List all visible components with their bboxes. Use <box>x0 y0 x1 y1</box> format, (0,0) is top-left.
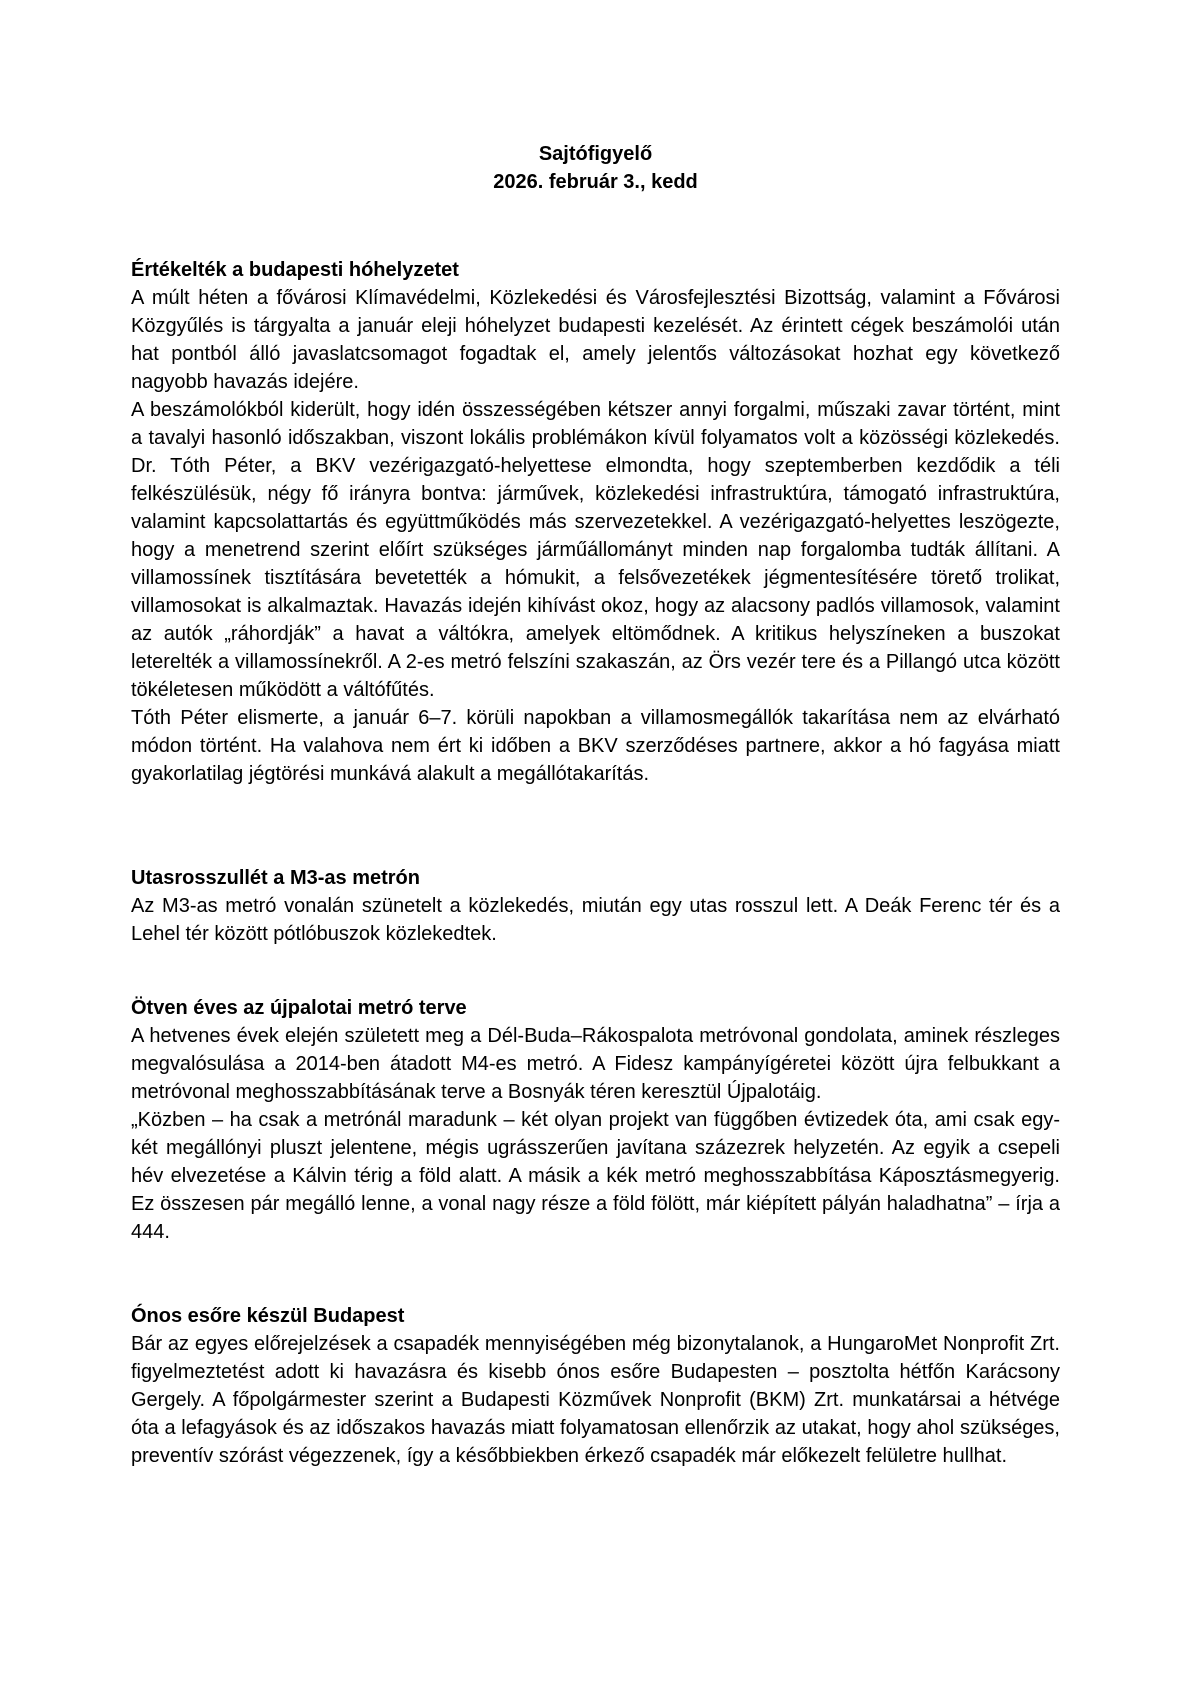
paragraph: A beszámolókból kiderült, hogy idén összességében kétszer annyi forgalmi, műszaki zavar történt, mint a tavalyi hasonló időszakban, viszont lokális problémákon kívül folyamatos volt a közösségi közlekedés. Dr. Tóth Péter, a BKV vezérigazgató-helyettese elmondta, hogy szeptemberben kezdődik a téli felkészülésük, négy fő irányra bontva: járművek, közlekedési infrastruktúra, támogató infrastruktúra, valamint kapcsolattartás és együttműködés más szervezetekkel. A vezérigazgató-helyettes leszögezte, hogy a menetrend szerint előírt szükséges járműállományt minden nap forgalomba tudták állítani. A villamossínek tisztítására bevetették a hómukit, a felsővezetékek jégmentesítésére törető trolikat, villamosokat is alkalmaztak. Havazás idején kihívást okoz, hogy az alacsony padlós villamosok, valamint az autók „ráhordják” a havat a váltókra, amelyek eltömődnek. A kritikus helyszíneken a buszokat leterelték a villamossínekről. A 2-es metró felszíni szakaszán, az Örs vezér tere és a Pillangó utca között tökéletesen működött a váltófűtés. <box>131 399 1060 701</box>
paragraph: A múlt héten a fővárosi Klímavédelmi, Közlekedési és Városfejlesztési Bizottság, valamint a Fővárosi Közgyűlés is tárgyalta a január eleji hóhelyzet budapesti kezelését. Az érintett cégek beszámolói után hat pontból álló javaslatcsomagot fogadtak el, amely jelentős változásokat hozhat egy következő nagyobb havazás idejére. <box>131 287 1060 393</box>
section-heading: Ötven éves az újpalotai metró terve <box>131 997 467 1019</box>
document-title: Sajtófigyelő <box>538 143 653 165</box>
document-header <box>131 140 1060 196</box>
paragraph: A hetvenes évek elején született meg a Dél-Buda–Rákospalota metróvonal gondolata, aminek részleges megvalósulása a 2014-ben átadott M4-es metró. A Fidesz kampányígéretei között újra felbukkant a metróvonal meghosszabbításának terve a Bosnyák téren keresztül Újpalotáig. <box>131 1025 1060 1103</box>
section-ujpalota-metro-plan <box>131 994 1060 1246</box>
section-m3-metro-incident <box>131 864 1060 948</box>
section-heading: Utasrosszullét a M3-as metrón <box>131 867 420 889</box>
section-heading: Értékelték a budapesti hóhelyzetet <box>131 259 459 281</box>
section-heading: Ónos esőre készül Budapest <box>131 1305 405 1327</box>
section-snow-situation-review <box>131 256 1060 788</box>
document-date: 2026. február 3., kedd <box>493 171 698 193</box>
section-freezing-rain-budapest <box>131 1302 1060 1470</box>
paragraph: Bár az egyes előrejelzések a csapadék mennyiségében még bizonytalanok, a HungaroMet Nonprofit Zrt. figyelmeztetést adott ki havazásra és kisebb ónos esőre Budapesten – posztolta hétfőn Karácsony Gergely. A főpolgármester szerint a Budapesti Közművek Nonprofit (BKM) Zrt. munkatársai a hétvége óta a lefagyások és az időszakos havazás miatt folyamatosan ellenőrzik az utakat, hogy ahol szükséges, preventív szórást végezzenek, így a későbbiekben érkező csapadék már előkezelt felületre hullhat. <box>131 1333 1060 1467</box>
paragraph: Tóth Péter elismerte, a január 6–7. körüli napokban a villamosmegállók takarítása nem az elvárható módon történt. Ha valahova nem ért ki időben a BKV szerződéses partnere, akkor a hó fagyása miatt gyakorlatilag jégtörési munkává alakult a megállótakarítás. <box>131 707 1060 785</box>
paragraph: „Közben – ha csak a metrónál maradunk – két olyan projekt van függőben évtizedek óta, ami csak egy-két megállónyi pluszt jelentene, mégis ugrásszerűen javítana százezrek helyzetén. Az egyik a csepeli hév elvezetése a Kálvin térig a föld alatt. A másik a kék metró meghosszabbítása Káposztásmegyerig. Ez összesen pár megálló lenne, a vonal nagy része a föld fölött, már kiépített pályán haladhatna” – írja a 444. <box>131 1109 1060 1243</box>
paragraph: Az M3-as metró vonalán szünetelt a közlekedés, miután egy utas rosszul lett. A Deák Ferenc tér és a Lehel tér között pótlóbuszok közlekedtek. <box>131 895 1060 945</box>
